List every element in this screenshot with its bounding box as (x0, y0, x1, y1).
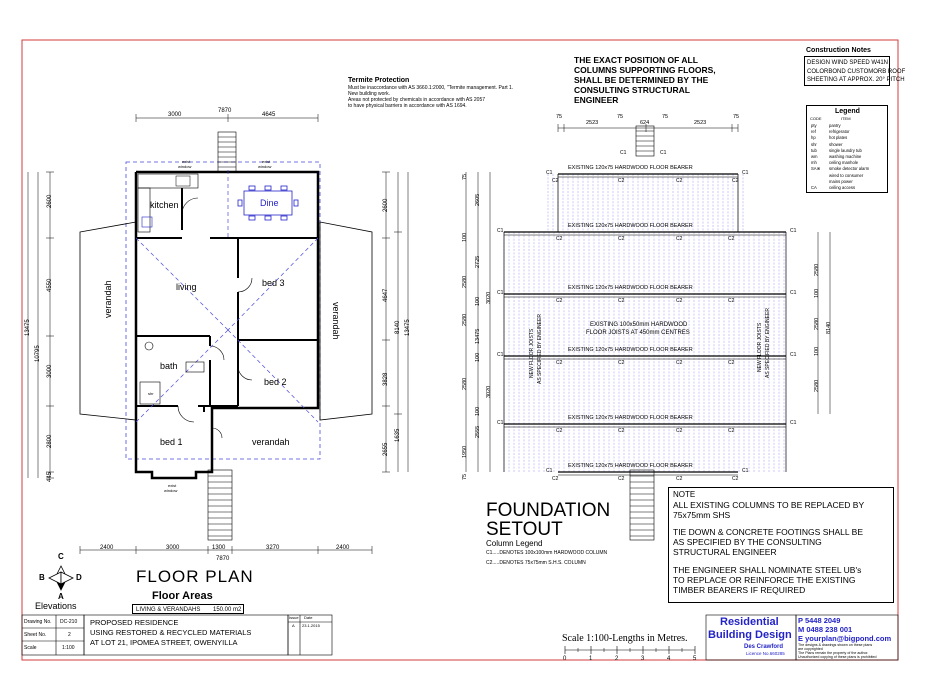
fp-dim-left-2: 4550 (47, 278, 53, 292)
engineer-note-line-5: ENGINEER (574, 95, 619, 105)
legend-item-header: ITEM (841, 116, 851, 121)
floor-plan (28, 114, 408, 554)
company-email: E yourplan@bigpond.com (798, 634, 892, 643)
window-label-b: exist (262, 159, 271, 164)
legend-item: washing machine (829, 154, 862, 159)
fp-dim-bottom-5: 2400 (336, 545, 350, 551)
fp-dim-top-2: 7870 (218, 108, 232, 114)
scale-tick-label: 0 (563, 656, 567, 662)
floor-areas-title: Floor Areas (152, 590, 213, 602)
engineer-note-line-2: COLUMNS SUPPORTING FLOORS, (574, 65, 716, 75)
fp-dim-left-4: 2800 (47, 434, 53, 448)
toilet-icon (145, 342, 153, 350)
scale-value: 1:100 (62, 645, 75, 651)
stairs-bottom (208, 470, 232, 540)
fnd-dim-left: 2725 (475, 255, 481, 268)
column-c2: C2 (728, 236, 735, 242)
fp-dim-bottom-3: 1300 (212, 545, 226, 551)
note-p1-line1: ALL EXISTING COLUMNS TO BE REPLACED BY (673, 500, 865, 510)
fnd-dim-right: 2580 (814, 317, 820, 330)
note-p1-line2: 75x75mm SHS (673, 510, 731, 520)
sheet-no-label: Sheet No. (24, 632, 47, 638)
fnd-dim-top: 75 (733, 114, 740, 120)
fp-dim-right-4: 2655 (383, 442, 389, 456)
bearer-label: EXISTING 120x75 HARDWOOD FLOOR BEARER (568, 415, 693, 421)
legend-item: refrigerator (829, 129, 850, 135)
floor-areas-value: 150.00 m2 (213, 607, 242, 613)
column-c2: C2 (552, 476, 559, 482)
column-legend-c1: C1.....DENOTES 100x100mm HARDWOOD COLUMN (486, 550, 608, 556)
termite-title: Termite Protection (348, 77, 410, 84)
window-label-c2: window (164, 488, 178, 493)
legend-code: SA⊗ (811, 166, 821, 172)
room-dine: Dine (260, 198, 279, 208)
scale-label: Scale (24, 645, 37, 651)
column-c2: C2 (676, 236, 683, 242)
compass-c: C (58, 552, 64, 561)
fnd-dim-top: 624 (640, 120, 650, 126)
joists-label-1: EXISTING 100x50mm HARDWOOD (590, 322, 688, 328)
fnd-dim-left-mid: 3020 (486, 385, 492, 398)
fnd-dim-top: 75 (617, 114, 624, 120)
verandah-right-outline (320, 222, 372, 420)
project-line-3: AT LOT 21, IPOMEA STREET, OWENYILLA (90, 638, 238, 647)
column-c1-left: C1 (497, 290, 504, 296)
fp-dim-bottom-4: 3270 (266, 545, 280, 551)
fp-dim-top-1: 3000 (168, 112, 182, 118)
scale-bar (565, 646, 695, 654)
column-c2: C2 (676, 298, 683, 304)
window-label-a2: window (178, 164, 192, 169)
scale-tick-label: 1 (589, 656, 593, 662)
project-line-2: USING RESTORED & RECYCLED MATERIALS (90, 628, 252, 637)
foundation-title-1: FOUNDATION (486, 500, 611, 521)
column-c1-right: C1 (790, 352, 797, 358)
date-value: 23.1.2015 (302, 623, 320, 628)
sheet-no-value: 2 (68, 632, 71, 638)
legend-box (806, 105, 888, 193)
hotplates-icon (176, 176, 190, 186)
termite-line-2: New building work. (348, 91, 390, 97)
bearer-label: EXISTING 120x75 HARDWOOD FLOOR BEARER (568, 347, 693, 353)
note-p2-line2: AS SPECIFIED BY THE CONSULTING (673, 537, 822, 547)
legend-title: Legend (835, 108, 860, 115)
scale-tick-label: 5 (693, 656, 697, 662)
company-fine-4: Unauthorized copying of these plans is prohibited (798, 655, 877, 659)
column-c1-right: C1 (790, 420, 797, 426)
drawing-no-value: DC-210 (60, 619, 78, 625)
fp-dim-left-5: 445 (47, 471, 53, 482)
legend-item: ceiling access (829, 185, 856, 190)
construction-notes-title: Construction Notes (806, 47, 871, 54)
bearer-label: EXISTING 120x75 HARDWOOD FLOOR BEARER (568, 285, 693, 291)
column-c1-right: C1 (742, 468, 749, 474)
window-label-b2: window (258, 164, 272, 169)
fridge-icon (142, 217, 152, 227)
column-c2: C2 (618, 178, 625, 184)
issue-value: A (292, 623, 295, 628)
room-verandah-left: verandah (103, 280, 113, 318)
floor-plan-title: FLOOR PLAN (136, 567, 254, 586)
legend-code: CA (811, 185, 817, 190)
scale-tick-label: 2 (615, 656, 619, 662)
note-heading: NOTE (673, 490, 696, 499)
fnd-dim-top: 2523 (694, 120, 707, 126)
room-verandah-right: verandah (331, 302, 341, 340)
fnd-dim-top: 75 (556, 114, 563, 120)
room-bed2: bed 2 (264, 377, 287, 387)
company-line-1: Residential (720, 616, 779, 628)
engineer-note-line-4: CONSULTING STRUCTURAL (574, 85, 690, 95)
outer-wall (136, 172, 318, 478)
project-line-1: PROPOSED RESIDENCE (90, 618, 179, 627)
column-c2: C2 (556, 236, 563, 242)
construction-note-3: SHEETING AT APPROX. 20° PITCH (807, 77, 905, 83)
floor-areas-label: LIVING & VERANDAHS (136, 607, 201, 613)
column-c2: C2 (728, 428, 735, 434)
note-p3-line3: TIMBER BEARERS IF REQUIRED (673, 585, 806, 595)
column-c2: C2 (556, 298, 563, 304)
legend-item: pantry (829, 123, 841, 128)
foundation-title-2: SETOUT (486, 519, 563, 540)
fp-dim-right-2: 4647 (383, 288, 389, 302)
column-c2: C2 (556, 360, 563, 366)
column-c1-left: C1 (546, 468, 553, 474)
fnd-dim-right: 2580 (814, 379, 820, 392)
column-legend-c2: C2.....DENOTES 75x75mm S.H.S. COLUMN (486, 560, 586, 566)
stairs-top (218, 132, 236, 172)
column-c2: C2 (618, 428, 625, 434)
joists-label-2: FLOOR JOISTS AT 450mm CENTRES (586, 330, 690, 336)
window-label-a: exist (182, 159, 191, 164)
column-c1-right: C1 (790, 228, 797, 234)
note-p2-line1: TIE DOWN & CONCRETE FOOTINGS SHALL BE (673, 527, 864, 537)
note-p3-line2: TO REPLACE OR REINFORCE THE EXISTING (673, 575, 856, 585)
fnd-dim-left: 2580 (462, 377, 468, 390)
column-c1-right: C1 (790, 290, 797, 296)
fp-dim-left-total: 13475 (25, 319, 31, 336)
drawing-no-label: Drawing No. (24, 619, 52, 625)
fp-dim-bottom-total: 7870 (216, 556, 230, 562)
fp-dim-right-5: 1635 (395, 428, 401, 442)
foundation-stairs-top (636, 126, 654, 156)
legend-code: pty (811, 123, 817, 128)
fp-dim-right-1: 2600 (383, 198, 389, 212)
elevations-label: Elevations (35, 601, 77, 611)
fnd-dim-left: 75 (462, 173, 468, 180)
fp-dim-right-3: 3828 (383, 372, 389, 386)
column-c1-left: C1 (497, 228, 504, 234)
fp-dim-right-outer-2: 13475 (405, 319, 411, 336)
column-c2: C2 (728, 298, 735, 304)
fp-dim-right-outer-1: 8140 (395, 320, 401, 334)
fp-dim-bottom-2: 3000 (166, 545, 180, 551)
legend-item: wired to consumer (829, 172, 864, 178)
legend-code-header: CODE (810, 116, 822, 121)
company-fine-2: are copyrighted (798, 647, 823, 651)
legend-code: ref (811, 129, 816, 135)
fnd-dim-left: 2580 (462, 313, 468, 326)
room-bath: bath (160, 361, 178, 371)
column-c1-top: C1 (660, 150, 667, 156)
room-bed1: bed 1 (160, 437, 183, 447)
legend-item: shower (829, 141, 843, 147)
bearer-label: EXISTING 120x75 HARDWOOD FLOOR BEARER (568, 223, 693, 229)
fnd-dim-left: 1950 (462, 445, 468, 458)
company-line-2: Building Design (708, 629, 792, 641)
legend-item: smoke detector alarm (829, 166, 870, 172)
column-c2: C2 (618, 236, 625, 242)
bearer-label: EXISTING 120x75 HARDWOOD FLOOR BEARER (568, 165, 693, 171)
scale-bar-text: Scale 1:100-Lengths in Metres. (562, 633, 688, 644)
construction-notes-box (804, 56, 906, 86)
fnd-dim-left-mid: 3020 (486, 291, 492, 304)
termite-line-3: Areas not protected by chemicals in accordance with AS 2057 (348, 97, 486, 103)
column-c2: C2 (618, 360, 625, 366)
construction-note-1: DESIGN WIND SPEED W41N (807, 60, 889, 66)
column-c1-right: C1 (742, 170, 749, 176)
column-c2: C2 (732, 178, 739, 184)
fnd-dim-left: 2605 (475, 193, 481, 206)
fnd-dim-right: 100 (814, 346, 820, 356)
column-c1-left: C1 (497, 420, 504, 426)
legend-code: wm (811, 154, 818, 159)
room-kitchen: kitchen (150, 200, 179, 210)
column-c2: C2 (552, 178, 559, 184)
fnd-dim-right: 2580 (814, 263, 820, 276)
legend-code: tub (811, 147, 817, 153)
legend-code: hp (811, 135, 816, 141)
note-box (668, 487, 894, 603)
compass-d: D (76, 573, 82, 582)
termite-line-1: Must be inaccordance with AS 3660.1:2000, "Termite management. Part 1. (348, 85, 514, 91)
fnd-dim-left: 100 (475, 406, 481, 416)
fnd-dim-left-total: 13475 (475, 328, 481, 344)
company-fine-3: The Plans remain the property of the author. (798, 651, 869, 655)
column-c2: C2 (728, 360, 735, 366)
column-legend-title: Column Legend (486, 539, 543, 548)
legend-code: shr (811, 141, 817, 147)
window-label-c: exist (168, 483, 177, 488)
bearer-label: EXISTING 120x75 HARDWOOD FLOOR BEARER (568, 463, 693, 469)
column-c2: C2 (556, 428, 563, 434)
fp-dim-bottom-1: 2400 (100, 545, 114, 551)
fnd-dim-left: 100 (475, 352, 481, 362)
vanity-icon (186, 362, 204, 372)
column-c2: C2 (618, 476, 625, 482)
note-p2-line3: STRUCTURAL ENGINEER (673, 547, 777, 557)
fp-dim-left-1: 2600 (47, 194, 53, 208)
foundation-stairs-bottom (630, 470, 654, 540)
column-c2: C2 (676, 360, 683, 366)
issue-label: Issue (289, 615, 299, 620)
compass-b: B (39, 573, 45, 582)
fnd-dim-right-total: 8140 (826, 321, 832, 334)
verandah-left-outline (80, 222, 136, 420)
room-bed3: bed 3 (262, 278, 285, 288)
room-living: living (176, 282, 197, 292)
construction-note-2: COLORBOND CUSTOMORB ROOF (807, 69, 906, 75)
engineer-note-line-1: THE EXACT POSITION OF ALL (574, 55, 698, 65)
fnd-dim-top: 75 (662, 114, 669, 120)
company-phone-p: P 5448 2049 (798, 616, 841, 625)
shower-label: shr (148, 391, 154, 396)
floor-areas-box (132, 604, 244, 614)
fnd-dim-left: 75 (462, 473, 468, 480)
fnd-dim-left: 2555 (475, 425, 481, 438)
column-c2: C2 (618, 298, 625, 304)
inner-walls (136, 188, 318, 412)
compass-a: A (58, 592, 64, 601)
legend-item: ceiling manhole (829, 160, 859, 166)
date-label: Date (304, 615, 313, 620)
new-joists-left-2: AS SPECIFIED BY ENGINEER (537, 314, 543, 384)
column-c2: C2 (676, 178, 683, 184)
column-c2: C2 (732, 476, 739, 482)
company-person: Des Crawford (744, 644, 784, 650)
column-c2: C2 (676, 476, 683, 482)
fnd-dim-top: 2523 (586, 120, 599, 126)
scale-tick-label: 4 (667, 656, 671, 662)
scale-tick-label: 3 (641, 656, 645, 662)
engineer-note-line-3: SHALL BE DETERMINED BY THE (574, 75, 709, 85)
door-swings (178, 198, 252, 438)
new-joists-right-2: AS SPECIFIED BY ENGINEER (765, 308, 771, 378)
room-verandah-bottom: verandah (252, 437, 290, 447)
kitchen-side-bench (138, 188, 150, 232)
new-joists-right-1: NEW FLOOR JOISTS (757, 322, 763, 372)
new-joists-left-1: NEW FLOOR JOISTS (529, 328, 535, 378)
column-c1-top: C1 (620, 150, 627, 156)
fp-dim-top-3: 4645 (262, 112, 276, 118)
column-c2: C2 (676, 428, 683, 434)
fnd-dim-right: 100 (814, 288, 820, 298)
legend-item: hot plates (829, 135, 848, 141)
fp-dim-left-total-2: 10795 (35, 345, 41, 362)
company-fine-1: The designs & drawings shown on these plans (798, 643, 873, 647)
company-licence: Licence No.660285 (746, 651, 785, 656)
company-phone-m: M 0488 238 001 (798, 625, 853, 634)
legend-item: mains power (829, 178, 853, 184)
legend-code: mh (811, 160, 817, 166)
fp-dim-left-3: 3000 (47, 364, 53, 378)
termite-line-4: to have physical barriers in accordance with AS 1694. (348, 103, 467, 109)
column-c1-left: C1 (546, 170, 553, 176)
column-c1-left: C1 (497, 352, 504, 358)
fnd-dim-left: 2580 (462, 275, 468, 288)
note-p3-line1: THE ENGINEER SHALL NOMINATE STEEL UB's (673, 565, 862, 575)
fnd-dim-left: 100 (462, 232, 468, 242)
compass-rose (49, 566, 73, 590)
fnd-dim-left: 100 (475, 296, 481, 306)
legend-item: single laundry tub (829, 147, 862, 153)
